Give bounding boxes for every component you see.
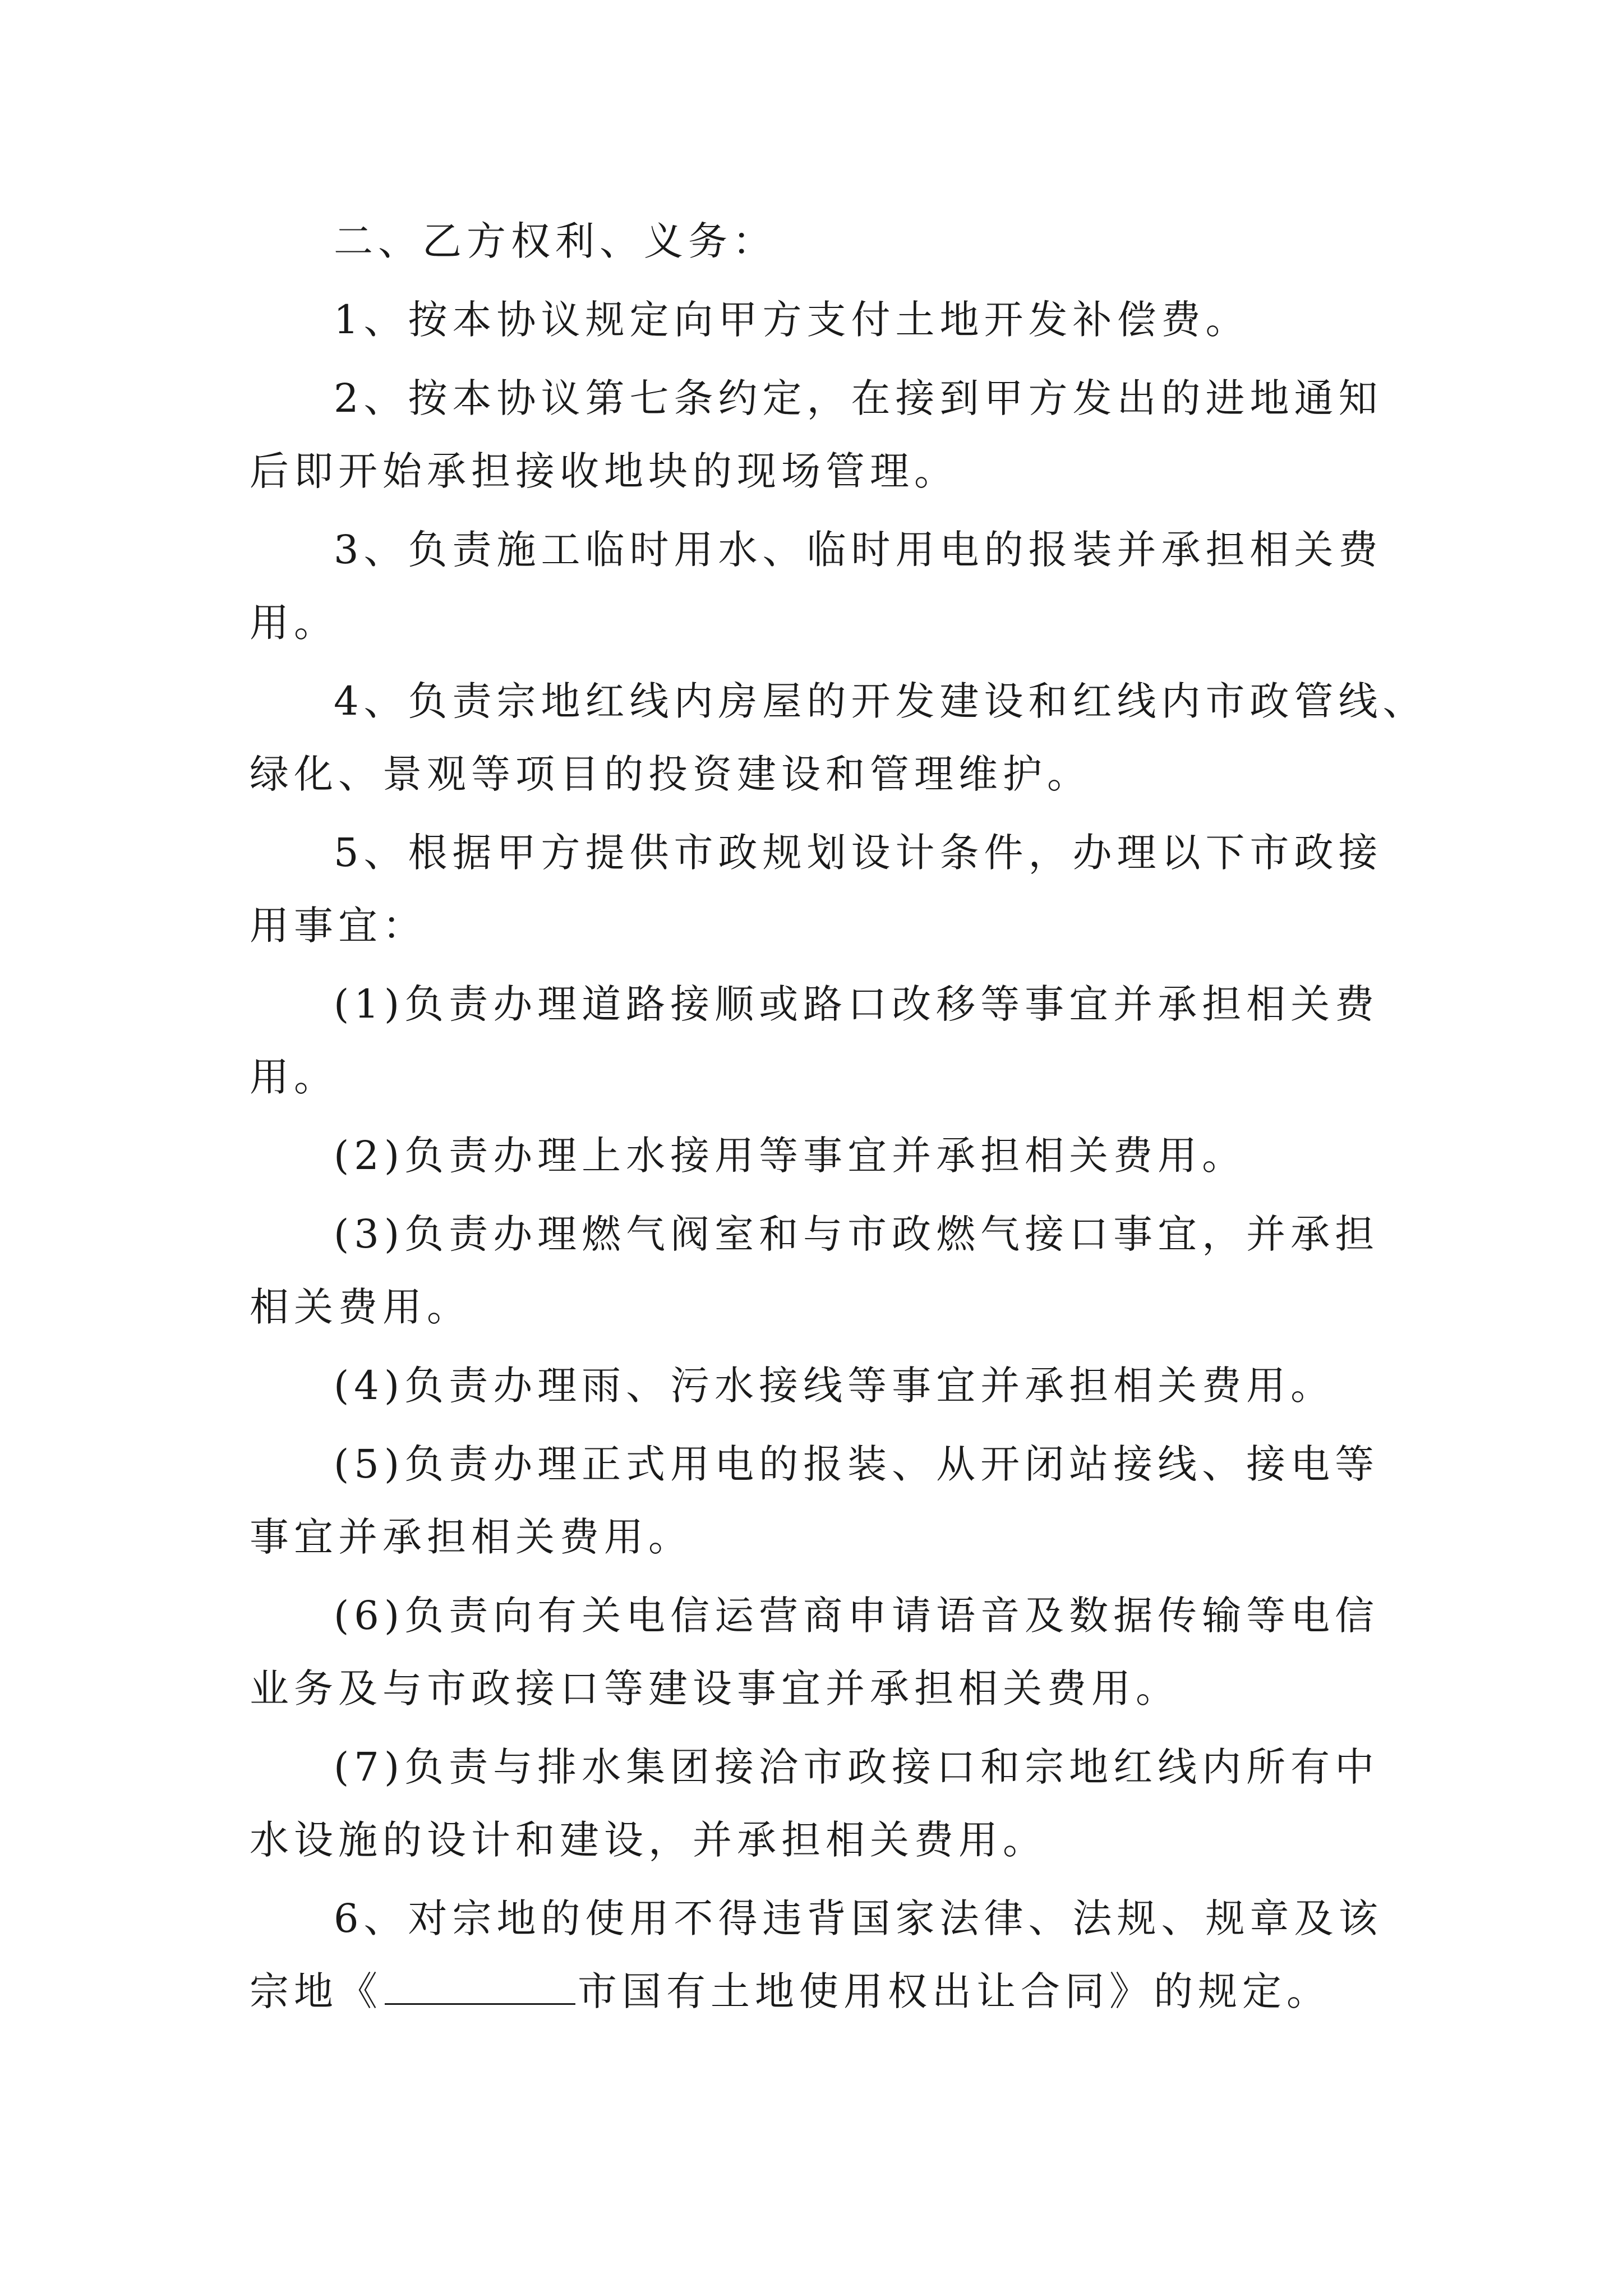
sub-clause-1-line-2: 用。 [250, 1054, 338, 1100]
sub-clause-6-line-2: 业务及与市政接口等建设事宜并承担相关费用。 [250, 1665, 1180, 1711]
sub-clause-2: (2)负责办理上水接用等事宜并承担相关费用。 [334, 1133, 1247, 1179]
clause-2-line-1: 2、按本协议第七条约定，在接到甲方发出的进地通知 [334, 375, 1383, 421]
clause-6-line-1: 6、对宗地的使用不得违背国家法律、法规、规章及该 [334, 1895, 1383, 1941]
sub-clause-4: (4)负责办理雨、污水接线等事宜并承担相关费用。 [334, 1363, 1335, 1409]
sub-clause-5-line-1: (5)负责办理正式用电的报装、从开闭站接线、接电等 [334, 1441, 1380, 1487]
clause-3-line-2: 用。 [250, 600, 338, 646]
section-heading: 二、乙方权利、义务： [334, 218, 777, 264]
clause-3-line-1: 3、负责施工临时用水、临时用电的报装并承担相关费 [334, 527, 1383, 573]
clause-2-line-2: 后即开始承担接收地块的现场管理。 [250, 448, 958, 494]
sub-clause-6-line-1: (6)负责向有关电信运营商申请语音及数据传输等电信 [334, 1593, 1380, 1639]
clause-4-line-1: 4、负责宗地红线内房屋的开发建设和红线内市政管线、 [334, 678, 1427, 724]
sub-clause-3-line-1: (3)负责办理燃气阀室和与市政燃气接口事宜，并承担 [334, 1211, 1380, 1257]
clause-1: 1、按本协议规定向甲方支付土地开发补偿费。 [334, 297, 1250, 343]
clause-6-line-2 [250, 1963, 1331, 2019]
clause-5-line-2: 用事宜： [250, 903, 427, 949]
fill-in-blank [385, 1964, 575, 2005]
clause-6-line-2-suffix: 市国有土地使用权出让合同》的规定。 [578, 1968, 1331, 2014]
clause-5-line-1: 5、根据甲方提供市政规划设计条件，办理以下市政接 [334, 830, 1383, 876]
sub-clause-7-line-1: (7)负责与排水集团接洽市政接口和宗地红线内所有中 [334, 1744, 1380, 1790]
clause-4-line-2: 绿化、景观等项目的投资建设和管理维护。 [250, 751, 1091, 797]
sub-clause-3-line-2: 相关费用。 [250, 1284, 471, 1330]
sub-clause-1-line-1: (1)负责办理道路接顺或路口改移等事宜并承担相关费 [334, 981, 1380, 1027]
sub-clause-5-line-2: 事宜并承担相关费用。 [250, 1514, 693, 1560]
clause-6-line-2-prefix: 宗地《 [250, 1968, 382, 2014]
sub-clause-7-line-2: 水设施的设计和建设，并承担相关费用。 [250, 1817, 1047, 1863]
